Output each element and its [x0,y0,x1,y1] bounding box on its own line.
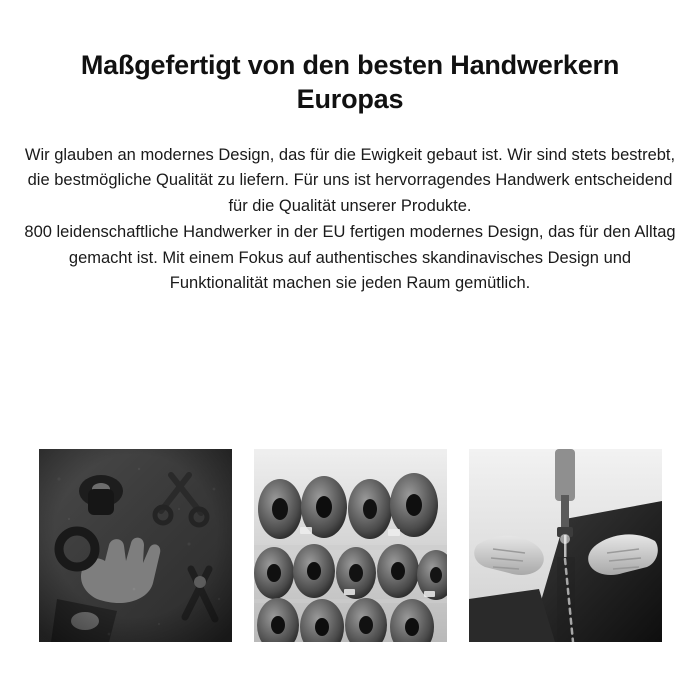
image-gallery [0,449,700,642]
workbench-tools-photo [39,449,232,642]
page-title: Maßgefertigt von den besten Handwerkern Europas [80,50,620,115]
paragraph-1: Wir glauben an modernes Design, das für die Ewigkeit gebaut ist. Wir sind stets bestrebt, die bestmögliche Qualität zu liefern. Für uns ist hervorragendes Handwerk entscheidend für die Qualität unserer Produkte. [24,145,676,216]
body-copy [0,117,700,297]
sewing-hands-photo [469,449,662,642]
leather-rolls-photo [254,449,447,642]
paragraph-2: 800 leidenschaftliche Handwerker in der EU fertigen modernes Design, das für den Alltag gemacht ist. Mit einem Fokus auf authentisches skandinavisches Design und Funktionalität machen sie jeden Raum gemütlich. [24,222,676,293]
